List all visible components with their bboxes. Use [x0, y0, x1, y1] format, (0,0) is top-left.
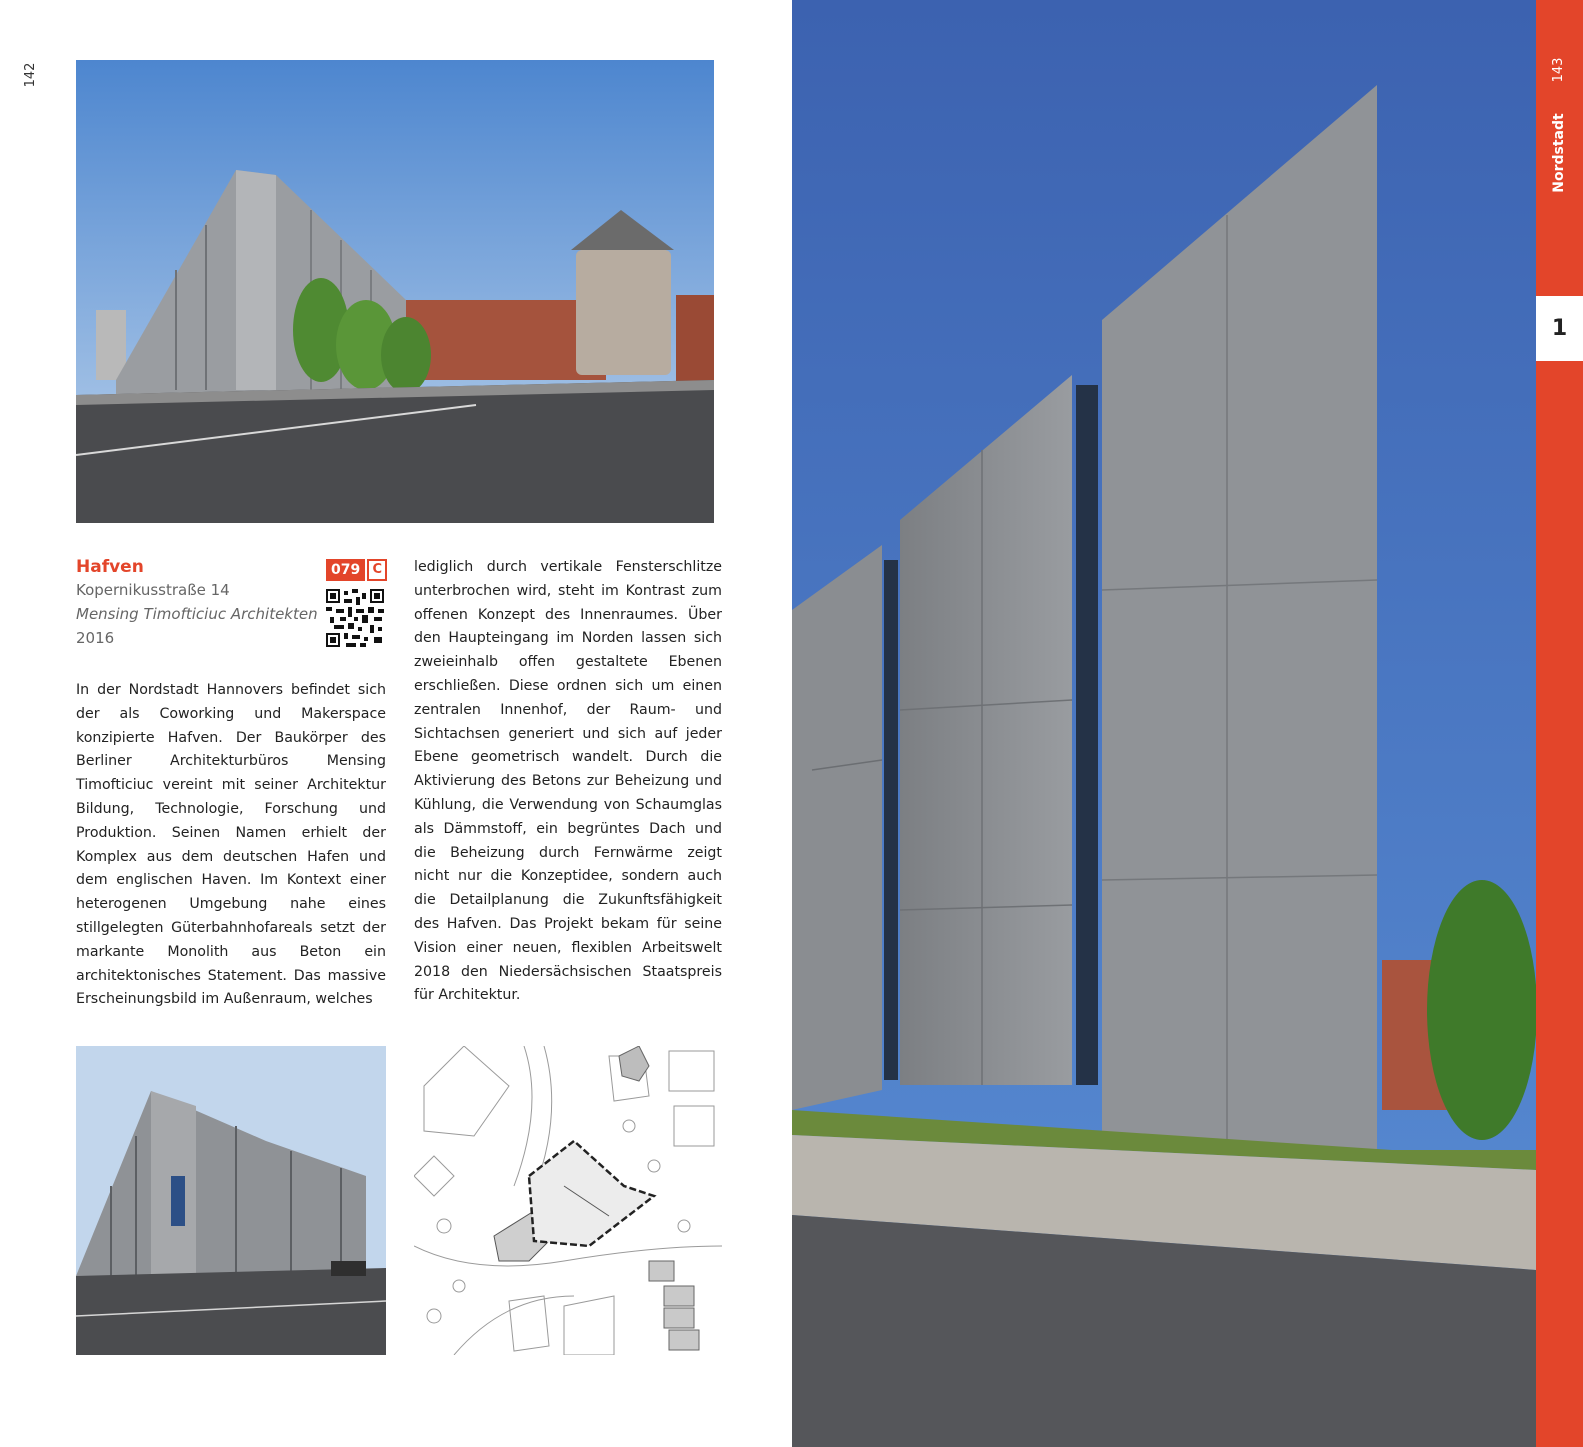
- section-label: Nordstadt: [1551, 113, 1567, 193]
- photo-building-corner: [76, 1046, 386, 1355]
- entry-title: Hafven: [76, 557, 144, 577]
- page-number-left: 142: [22, 62, 38, 88]
- entry-badge: [326, 559, 387, 581]
- section-side-bar: [1536, 0, 1583, 1447]
- body-text-column-2: lediglich durch vertikale Fensterschlitze unterbrochen wird, steht im Kontrast zum offenen Konzept des Innenraumes. Über den Haupteingang im Norden lassen sich zweieinhalb offen gestaltete Ebenen erschließen. Diese ordnen sich um einen zentralen Innenhof, der Raum- und Sichtachsen generiert und sich auf jeder Ebene geometrisch wandelt. Durch die Aktivierung des Betons zur Beheizung und Kühlung, die Verwendung von Schaumglas als Dämmstoff, ein begrüntes Dach und die Beheizung durch Fernwärme zeigt nicht nur die Konzeptidee, sondern auch die Detailplanung die Zukunftsfähigkeit des Hafven. Das Projekt bekam für seine Vision einer neuen, flexiblen Arbeitswelt 2018 den Niedersächsischen Staatspreis für Architektur.: [414, 559, 722, 1004]
- site-plan-drawing: [414, 1046, 722, 1355]
- entry-number: 079: [326, 559, 365, 581]
- body-text-column-1: In der Nordstadt Hannovers befindet sich der als Coworking und Makerspace konzipierte Hafven. Der Baukörper des Berliner Architekturbüros Mensing Timofticiuc vereint mit seiner Architektur Bildung, Technologie, Forschung und Produktion. Seinen Namen erhielt der Komplex aus dem deutschen Hafen und dem englischen Haven. Im Kontext einer heterogenen Umgebung nahe eines stillgelegten Güterbahnhofareals setzt der markante Monolith aus Beton ein architektonisches Statement. Das massive Erscheinungsbild im Außenraum, welches: [76, 682, 386, 1008]
- page-number-right: 143: [1551, 57, 1566, 83]
- qr-code-icon[interactable]: [326, 589, 384, 647]
- chapter-number: 1: [1536, 296, 1583, 361]
- photo-building-facade-closeup: [792, 0, 1536, 1447]
- photo-building-street-view: [76, 60, 714, 523]
- entry-address: Kopernikusstraße 14: [76, 581, 230, 599]
- entry-year: 2016: [76, 629, 115, 647]
- entry-map-letter: C: [367, 559, 387, 581]
- entry-architect: Mensing Timofticiuc Architekten: [76, 605, 318, 623]
